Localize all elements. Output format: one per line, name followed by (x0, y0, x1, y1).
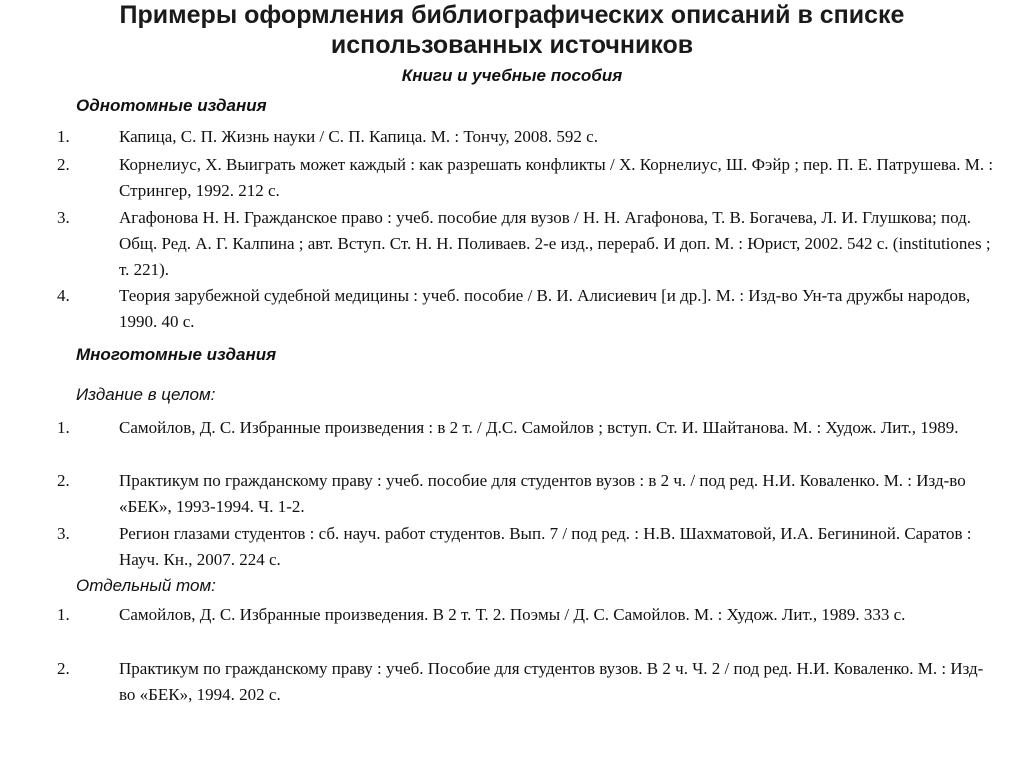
heading-whole-edition: Издание в целом: (76, 385, 216, 404)
heading-multi-volume: Многотомные издания (76, 345, 277, 364)
subtitle: Книги и учебные пособия (401, 66, 623, 85)
page-title-line-1: Примеры оформления библиографических описаний в списке (119, 1, 905, 29)
item-number: 4. (57, 286, 70, 305)
item-number: 2. (57, 471, 70, 490)
item-text: Регион глазами студентов : сб. науч. работ студентов. Вып. 7 / под ред. : Н.В. Шахматовой, И.А. Бегининой. Саратов : Науч. Кн., 2007. 224 с. (119, 524, 972, 569)
item-number: 1. (57, 605, 70, 624)
item-text: Самойлов, Д. С. Избранные произведения : в 2 т. / Д.С. Самойлов ; вступ. Ст. И. Шайтанова. М. : Худож. Лит., 1989. (119, 418, 959, 437)
item-text: Теория зарубежной судебной медицины : учеб. пособие / В. И. Алисиевич [и др.]. М. : Изд-во Ун-та дружбы народов, 1990. 40 с. (119, 286, 971, 331)
item-number: 3. (57, 524, 70, 543)
item-text: Самойлов, Д. С. Избранные произведения. В 2 т. Т. 2. Поэмы / Д. С. Самойлов. М. : Худож. Лит., 1989. 333 с. (119, 605, 906, 624)
item-text: Практикум по гражданскому праву : учеб. Пособие для студентов вузов. В 2 ч. Ч. 2 / под ред. Н.И. Коваленко. М. : Изд-во «БЕК», 1994. 202 с. (119, 659, 984, 704)
item-text: Агафонова Н. Н. Гражданское право : учеб. пособие для вузов / Н. Н. Агафонова, Т. В. Богачева, Л. И. Глушкова; под. Общ. Ред. А. Г. Калпина ; авт. Вступ. Ст. Н. Н. Поливаев. 2-е изд., перераб. И доп. М. : Юрист, 2002. 542 с. (institutiones ; т. 221). (119, 208, 991, 279)
item-number: 1. (57, 127, 70, 146)
item-number: 3. (57, 208, 70, 227)
item-number: 2. (57, 155, 70, 174)
item-number: 1. (57, 418, 70, 437)
item-number: 2. (57, 659, 70, 678)
item-text: Практикум по гражданскому праву : учеб. пособие для студентов вузов : в 2 ч. / под ред. Н.И. Коваленко. М. : Изд-во «БЕК», 1993-1994. Ч. 1-2. (119, 471, 966, 516)
heading-single-volume: Однотомные издания (76, 96, 267, 115)
item-text: Капица, С. П. Жизнь науки / С. П. Капица. М. : Тончу, 2008. 592 с. (119, 127, 598, 146)
page-title (0, 0, 1024, 60)
item-text: Корнелиус, Х. Выиграть может каждый : как разрешать конфликты / Х. Корнелиус, Ш. Фэйр ; пер. П. Е. Патрушева. М. : Стрингер, 1992. 212 с. (119, 155, 994, 200)
heading-separate-volume: Отдельный том: (76, 576, 216, 595)
page-title-line-2: использованных источников (330, 31, 694, 59)
